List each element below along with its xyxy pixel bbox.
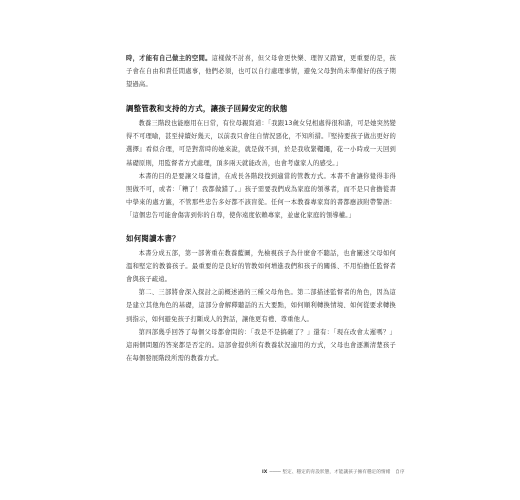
paragraph-mother-quote: 教養三階段也能應用在日常，有位母親寫道：「我跟13歲女兒相處得很和諧，可是她突然變得不可理喻，甚至持續好幾天，以前我只會往自情況惡化，不知所措。『堅持要孩子做出更好的選擇』看似合理，可是對當時的她來說，就是做不到，於是我收緊韁繩，花一小時或一天回到基礎原則，用監督者方式處理，頂多兩天就能改善，也會考慮家人的感受。」 — [126, 120, 396, 167]
page-footer — [262, 469, 405, 475]
section-heading-regulation: 調整管教和支持的方式，讓孩子回歸安定的狀態 — [126, 104, 288, 114]
running-title: ──── 堅定、穩定的育設狀態，才能讓孩子擁有穩定的情緒 自序 — [269, 470, 405, 475]
section-heading-how-to-read: 如何閱讀本書？ — [126, 234, 180, 244]
intro-bold-text: 時，才能有自己做主的空間。 — [126, 55, 212, 62]
paragraph-book-purpose: 本書的目的是要讓父母釐清，在成長各階段找到適當的管教方式。本書不會讓你覺得非得照做不可，或者：「糟了！我都做錯了。」孩子需要我們成為家庭的領導者，而不是只會擔從書中學來的處方籤，不管那些忠告多好都不該盲從。任何一本教養專家寫的書都應該附帶警語：「這個忠告可能會傷害到你的自尊，使你遠度依賴專家，並虛化家庭的領導權。」 — [126, 172, 396, 219]
paragraph-part-one: 本書分成五部，第一部著重在教養藍圖，先檢視孩子為什麼會不聽話，也會闡述父母如何溫和堅定的教養孩子。最重要的是良好的管教如何增進我們和孩子的關係、不用怕擔任監督者會與孩子疏遠。 — [126, 250, 396, 284]
page-body — [126, 52, 396, 365]
page-number: IX — [262, 470, 268, 475]
paragraph-intro — [126, 52, 396, 91]
paragraph-parts-two-three: 第二、三部將會深入探討之前概述過的三種父母角色。第二部描述監督者的角色，因為這是建立其他角色的基礎，這部分會解釋聽話的五大要點，如何順利轉換情境、如何從要求轉換到指示，如何避免孩子打斷成人的對話，讓他更有禮、尊重他人。 — [126, 289, 396, 323]
paragraph-part-four: 第四部幾乎回答了每個父母都會問的：「我是不是搞砸了？」還有：「現在改會太遲嗎？」這兩個問題的答案都是否定的。這部會提供所有教養狀況適用的方式，父母也會逐漸清楚孩子在每個發展階段所需的教養方式。 — [126, 328, 396, 362]
intro-text: 這樣做不討喜，但父母會更快樂、理智又踏實，更重要的是，孩子會在自由和責任間處事，他們必須，也可以自行處理事情，避免父母對尚未準備好的孩子期望過高。 — [126, 55, 396, 89]
